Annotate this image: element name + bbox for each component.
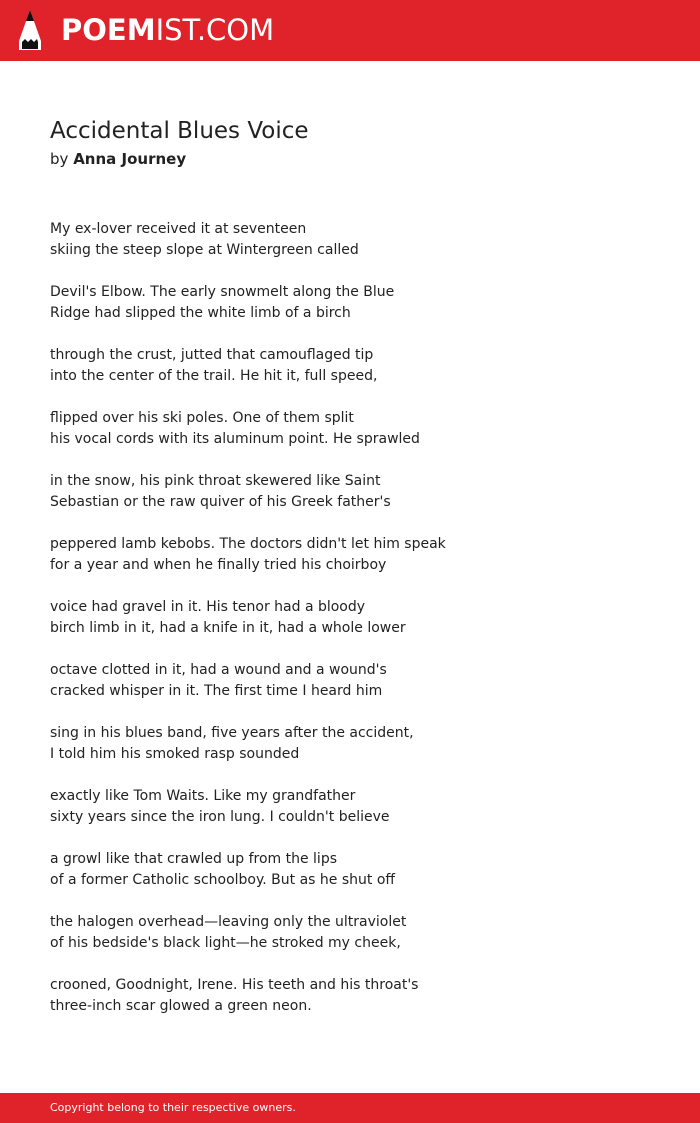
poem-stanza bbox=[50, 660, 650, 702]
poem-line: of his bedside's black light—he stroked my cheek, bbox=[50, 935, 401, 951]
poem-body bbox=[50, 219, 650, 1038]
pencil-icon[interactable] bbox=[17, 9, 43, 51]
poem-line: sing in his blues band, five years after the accident, bbox=[50, 725, 414, 741]
poem-line: octave clotted in it, had a wound and a wound's bbox=[50, 662, 387, 678]
poem-line: birch limb in it, had a knife in it, had a whole lower bbox=[50, 620, 406, 636]
poem-stanza bbox=[50, 408, 650, 450]
poem-stanza bbox=[50, 219, 650, 261]
poem-line: of a former Catholic schoolboy. But as he shut off bbox=[50, 872, 396, 888]
logo-light-text: IST.COM bbox=[155, 13, 275, 47]
site-footer bbox=[0, 1093, 700, 1123]
poem-line: Devil's Elbow. The early snowmelt along the Blue bbox=[50, 284, 395, 300]
poem-line: the halogen overhead—leaving only the ultraviolet bbox=[50, 914, 407, 930]
site-logo[interactable] bbox=[61, 13, 274, 47]
poem-line: in the snow, his pink throat skewered like Saint bbox=[50, 473, 381, 489]
poem-line: crooned, Goodnight, Irene. His teeth and his throat's bbox=[50, 977, 419, 993]
poem-line: skiing the steep slope at Wintergreen called bbox=[50, 242, 359, 258]
poem-stanza bbox=[50, 534, 650, 576]
poem-line: Sebastian or the raw quiver of his Greek father's bbox=[50, 494, 391, 510]
poem-stanza bbox=[50, 282, 650, 324]
poem-line: sixty years since the iron lung. I couldn't believe bbox=[50, 809, 390, 825]
poem-stanza bbox=[50, 912, 650, 954]
copyright-text: Copyright belong to their respective owners. bbox=[50, 1101, 296, 1114]
logo-bold-text: POEM bbox=[61, 13, 156, 47]
poem-line: peppered lamb kebobs. The doctors didn't let him speak bbox=[50, 536, 446, 552]
poem-line: voice had gravel in it. His tenor had a bloody bbox=[50, 599, 366, 615]
poem-stanza bbox=[50, 597, 650, 639]
poem-stanza bbox=[50, 975, 650, 1017]
poem-stanza bbox=[50, 471, 650, 513]
poem-line: flipped over his ski poles. One of them split bbox=[50, 410, 354, 426]
poem-line: three-inch scar glowed a green neon. bbox=[50, 998, 312, 1014]
poem-line: exactly like Tom Waits. Like my grandfather bbox=[50, 788, 356, 804]
poem-line: I told him his smoked rasp sounded bbox=[50, 746, 300, 762]
poem-stanza bbox=[50, 849, 650, 891]
poem-stanza bbox=[50, 786, 650, 828]
poem-line: his vocal cords with its aluminum point. He sprawled bbox=[50, 431, 420, 447]
poem-title: Accidental Blues Voice bbox=[50, 118, 309, 144]
poem-stanza bbox=[50, 345, 650, 387]
poem-line: into the center of the trail. He hit it, full speed, bbox=[50, 368, 378, 384]
poem-line: Ridge had slipped the white limb of a birch bbox=[50, 305, 351, 321]
poem-line: My ex-lover received it at seventeen bbox=[50, 221, 307, 237]
byline bbox=[50, 149, 186, 169]
poem-line: through the crust, jutted that camouflaged tip bbox=[50, 347, 374, 363]
site-header bbox=[0, 0, 700, 61]
poem-line: for a year and when he finally tried his choirboy bbox=[50, 557, 387, 573]
poem-line: cracked whisper in it. The first time I heard him bbox=[50, 683, 383, 699]
author-name[interactable]: Anna Journey bbox=[73, 150, 187, 168]
poem-stanza bbox=[50, 723, 650, 765]
poem-line: a growl like that crawled up from the lips bbox=[50, 851, 337, 867]
by-label: by bbox=[50, 150, 69, 168]
